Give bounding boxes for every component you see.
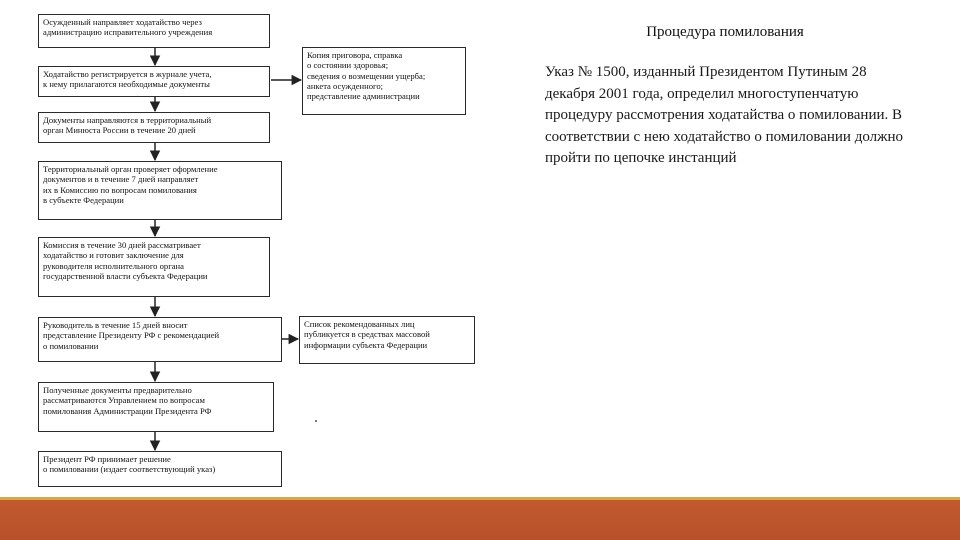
flow-step-6: Руководитель в течение 15 дней вносит представление Президенту РФ с рекомендацией о помиловании <box>38 317 282 362</box>
flow-step-1: Осужденный направляет ходатайство через администрацию исправительного учреждения <box>38 14 270 48</box>
footer-decor-bar <box>0 497 960 540</box>
side-box-documents: Копия приговора, справка о состоянии здоровья; сведения о возмещении ущерба; анкета осужденного; представление администрации <box>302 47 466 115</box>
flow-step-2: Ходатайство регистрируется в журнале учета, к нему прилагаются необходимые документы <box>38 66 270 97</box>
slide-title: Процедура помилования <box>646 24 804 40</box>
flow-step-8: Президент РФ принимает решение о помиловании (издает соответствующий указ) <box>38 451 282 487</box>
slide-body-text: Указ № 1500, изданный Президентом Путиным 28 декабря 2001 года, определил многоступенчатую процедуру рассмотрения ходатайства о помиловании. В соответствии с нею ходатайство о помиловании должно пройти по цепочке инстанций <box>545 64 904 166</box>
flow-step-5: Комиссия в течение 30 дней рассматривает ходатайство и готовит заключение для руководителя исполнительного органа государственной власти субъекта Федерации <box>38 237 270 297</box>
flow-step-3: Документы направляются в территориальный орган Минюста России в течение 20 дней <box>38 112 270 143</box>
flow-step-4: Территориальный орган проверяет оформление документов и в течение 7 дней направляет их в Комиссию по вопросам помилования в субъекте Федерации <box>38 161 282 220</box>
pardon-flowchart <box>0 0 480 500</box>
stray-mark <box>315 420 317 422</box>
flow-step-7: Полученные документы предварительно рассматриваются Управлением по вопросам помилования Администрации Президента РФ <box>38 382 274 432</box>
side-box-publication: Список рекомендованных лиц публикуется в средствах массовой информации субъекта Федерации <box>299 316 475 364</box>
